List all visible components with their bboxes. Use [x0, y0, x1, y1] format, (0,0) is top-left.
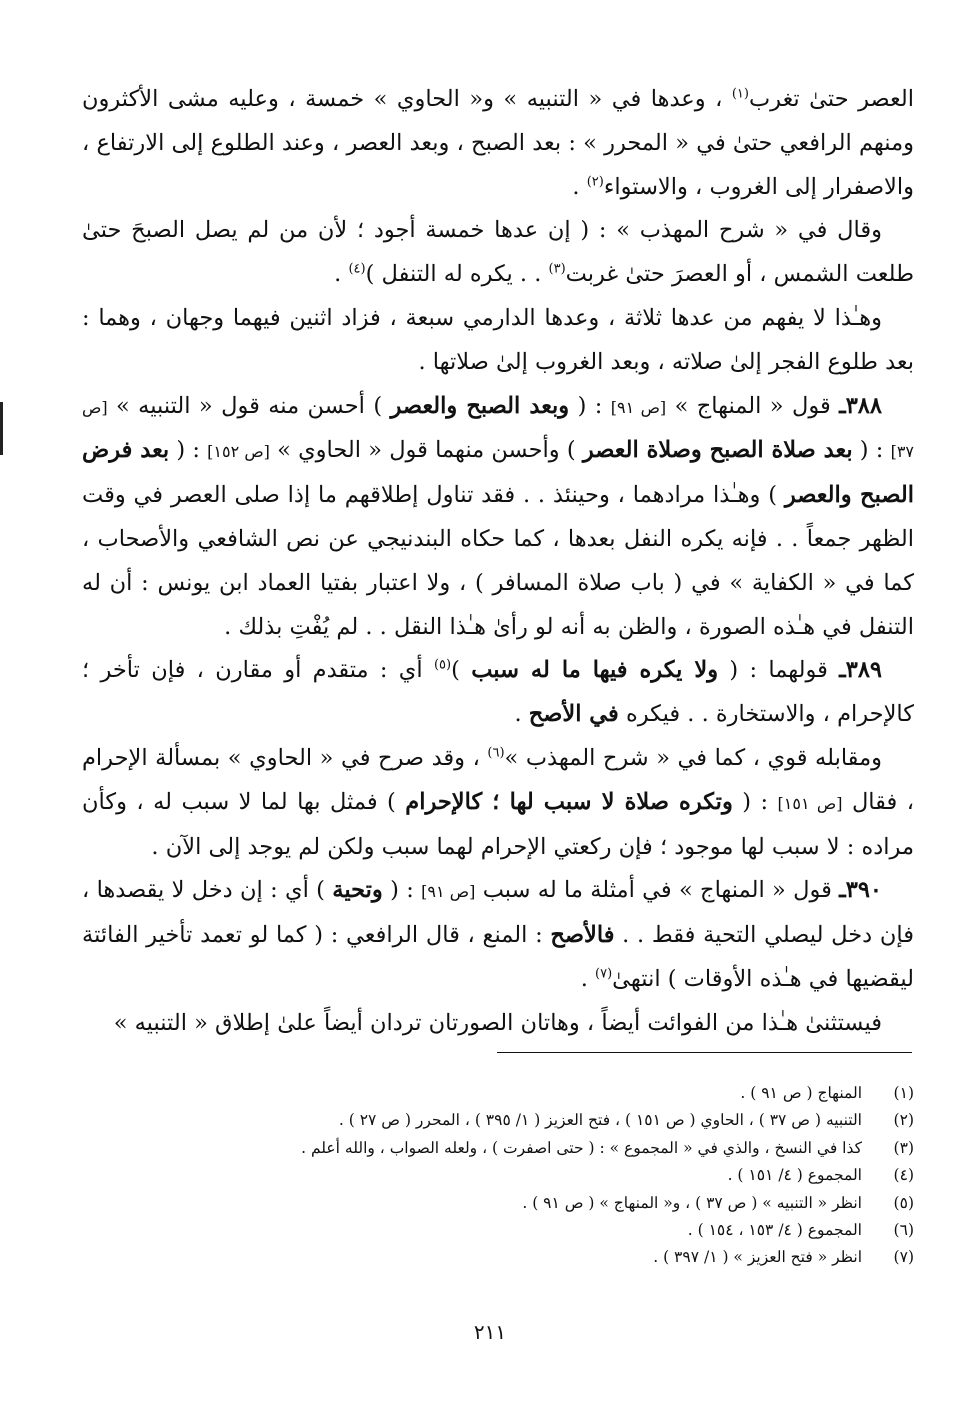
footnote-number: (١)	[893, 1084, 914, 1102]
text-run: : (	[852, 437, 891, 464]
text-run: : المنع ، قال الرافعي : ( كما لو تعمد تأخير الفائتة ليقضيها في هـٰذه الأوقات ) انتهىٰ	[82, 922, 914, 992]
page-reference: [ص ١٥٢]	[207, 442, 270, 462]
paragraph-sharh-quote	[82, 209, 914, 297]
text-run: وهـٰذا لا يفهم من عدها ثلاثة ، وعدها الدارمي سبعة ، فزاد اثنين فيهما وجهان ، وهما : بعد طلوع الفجر إلىٰ صلاته ، وبعد الغروب إلىٰ صلاتها .	[82, 304, 914, 375]
text-run: : (	[382, 877, 422, 904]
matn-quote: وتكره صلاة لا سبب لها ؛ كالإحرام	[405, 788, 733, 815]
page-reference: [ص ٣٧]	[82, 397, 914, 462]
footnote-marker[interactable]: (٥)	[433, 657, 452, 673]
text-run: ، وقد صرح في « الحاوي » بمسألة الإحرام ، فقال	[82, 744, 915, 815]
text-run: .	[334, 261, 349, 288]
text-run: ) أي : إن دخل لا يقصدها ، فإن دخل ليصلي التحية فقط . .	[82, 877, 914, 949]
text-run: قول « المنهاج »	[666, 392, 840, 419]
footnote-number: (٦)	[893, 1221, 914, 1240]
section-number: ٣٩٠ـ	[839, 877, 882, 904]
section-388	[82, 385, 914, 650]
text-run: )	[451, 657, 472, 684]
footnote-item	[200, 1135, 914, 1162]
paragraph-continuation	[82, 78, 914, 209]
page-reference: [ص ١٥١]	[777, 793, 843, 813]
text-run: فيستثنىٰ هـٰذا من الفوائت أيضاً ، وهاتان الصورتان تردان أيضاً علىٰ إطلاق « التنبيه »	[113, 1009, 882, 1036]
text-run: وقال في « شرح المهذب » : ( إن عدها خمسة أجود ؛ لأن من لم يصل الصبحَ حتىٰ طلعت الشمس ، أو العصرَ حتىٰ غربت	[82, 217, 914, 288]
paragraph-istithna	[82, 1002, 914, 1046]
footnote-text: التنبيه ( ص ٣٧ ) ، الحاوي ( ص ١٥١ ) ، فتح العزيز ( ١/ ٣٩٥ ) ، المحرر ( ص ٢٧ ) .	[338, 1111, 862, 1130]
text-run: . . يكره له التنفل )	[365, 261, 549, 288]
section-389	[82, 649, 914, 737]
matn-quote: بعد فرض الصبح والعصر	[82, 437, 914, 509]
section-number: ٣٨٩ـ	[839, 657, 882, 684]
page-reference: [ص ٩١]	[610, 397, 667, 417]
text-run: ) وأحسن منهما قول « الحاوي »	[269, 437, 583, 464]
footnote-item	[200, 1162, 914, 1189]
text-run: قول « المنهاج » في أمثلة ما له سبب	[475, 877, 840, 904]
text-run: : (	[169, 437, 208, 464]
main-text	[82, 78, 914, 1046]
footnote-item	[200, 1190, 914, 1217]
text-run: العصر حتىٰ تغرب	[748, 86, 914, 112]
text-run: أي : متقدم أو مقارن ، فإن تأخر ؛ كالإحرام ، والاستخارة . . فيكره	[82, 657, 914, 728]
footnote-marker[interactable]: (٦)	[487, 745, 505, 761]
footnote-marker[interactable]: (٣)	[548, 261, 566, 277]
footnote-number: (٣)	[893, 1138, 914, 1157]
footnote-marker[interactable]: (١)	[731, 86, 749, 102]
footnote-item	[200, 1107, 914, 1134]
footnote-text: المجموع ( ٤/ ١٥١ ) .	[727, 1166, 862, 1185]
text-run: : (	[569, 392, 611, 419]
text-run: ) أحسن منه قول « التنبيه »	[107, 392, 391, 419]
text-run: ومقابله قوي ، كما في « شرح المهذب »	[504, 744, 882, 771]
footnote-item	[200, 1217, 914, 1244]
matn-quote: بعد صلاة الصبح وصلاة العصر	[582, 437, 853, 464]
footnote-marker[interactable]: (٤)	[348, 261, 366, 277]
text-run: : (	[732, 788, 778, 815]
text-run: .	[572, 173, 587, 200]
footnote-text: المجموع ( ٤/ ١٥٣ ، ١٥٤ ) .	[687, 1221, 862, 1240]
text-run: ، وعدها في « التنبيه » و« الحاوي » خمسة ، وعليه مشى الأكثرون ومنهم الرافعي حتىٰ في « المحرر » : بعد الصبح ، وبعد العصر ، وعند الطلوع إلى الارتفاع ، والاصفرار إلى الغروب ، والاستواء	[82, 86, 914, 200]
paragraph-darimi	[82, 297, 914, 385]
matn-quote: وتحية	[332, 877, 383, 904]
footnote-divider	[497, 1052, 912, 1053]
footnote-number: (٤)	[893, 1166, 914, 1185]
text-run: قولهما : (	[718, 657, 840, 684]
section-390	[82, 869, 914, 1001]
footnote-number: (٧)	[893, 1248, 914, 1267]
footnote-text: انظر « فتح العزيز » ( ١/ ٣٩٧ ) .	[653, 1248, 862, 1267]
footnote-marker[interactable]: (٢)	[586, 174, 604, 190]
section-number: ٣٨٨ـ	[839, 392, 882, 419]
footnote-text: كذا في النسخ ، والذي في « المجموع » : ( حتى اصفرت ) ، ولعله الصواب ، والله أعلم .	[301, 1138, 862, 1157]
page-number: ٢١١	[473, 1320, 507, 1344]
footnotes	[200, 1080, 914, 1272]
scan-margin-mark	[0, 402, 3, 455]
text-run: ) وهـٰذا مرادهما ، وحينئذ . . فقد تناول إطلاقهم ما إذا صلى العصر في وقت الظهر جمعاً . . فإنه يكره النفل بعدها ، كما حكاه البندنيجي عن نص الشافعي والأصحاب ، كما في « الكفاية » في ( باب صلاة المسافر ) ، ولا اعتبار بفتيا العماد ابن يونس : أن له التنفل في هـٰذه الصورة ، والظن به أنه لو رأىٰ هـٰذا النقل . . لم يُفْتِ بذلك .	[82, 482, 914, 640]
footnote-marker[interactable]: (٧)	[595, 966, 613, 982]
footnote-item	[200, 1244, 914, 1271]
footnote-number: (٢)	[893, 1111, 914, 1130]
text-run: .	[514, 701, 529, 728]
matn-quote: وبعد الصبح والعصر	[390, 392, 570, 419]
text-run: ) فمثل بها لما لا سبب له ، وكأن مراده : لا سبب لها موجود ؛ فإن ركعتي الإحرام لهما سبب ولكن لم يوجد إلى الآن .	[82, 788, 914, 860]
footnote-text: المنهاج ( ص ٩١ ) .	[740, 1084, 862, 1102]
text-run: .	[580, 965, 596, 992]
matn-quote: فالأصح	[550, 922, 615, 949]
footnote-item	[200, 1080, 914, 1107]
footnote-text: انظر « التنبيه » ( ص ٣٧ ) ، و« المنهاج » ( ص ٩١ ) .	[522, 1193, 862, 1212]
matn-quote: في الأصح	[528, 701, 619, 728]
paragraph-muqabil	[82, 737, 914, 869]
footnote-number: (٥)	[893, 1193, 914, 1212]
page-reference: [ص ٩١]	[421, 882, 476, 902]
matn-quote: ولا يكره فيها ما له سبب	[471, 657, 719, 684]
